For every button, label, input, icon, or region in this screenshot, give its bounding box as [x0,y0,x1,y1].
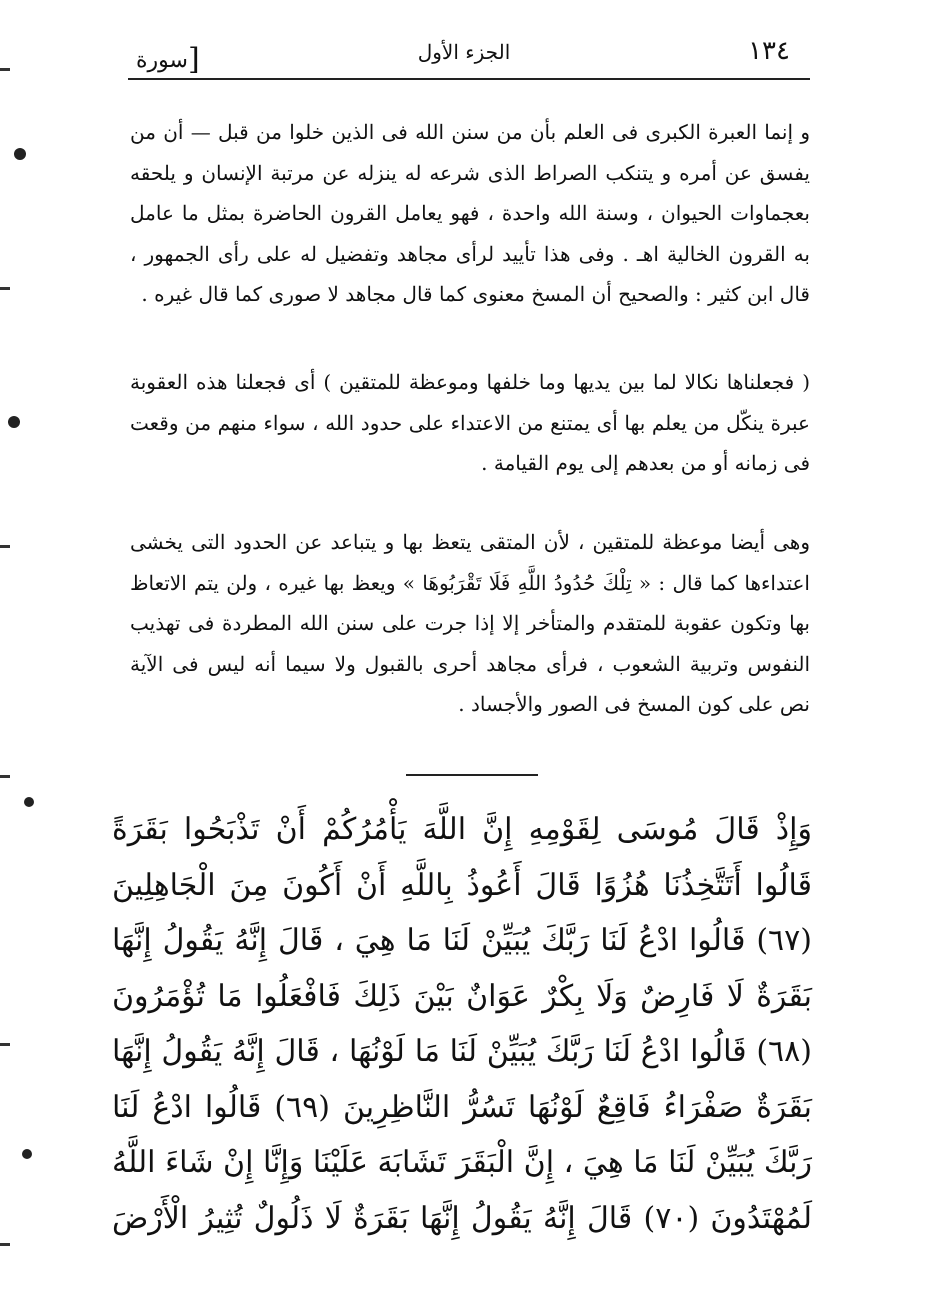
margin-tick [0,68,10,71]
header-rule [128,78,810,80]
quran-verses [112,802,812,1246]
commentary-text-3: وهى أيضا موعظة للمتقين ، لأن المتقى يتعظ بها و يتباعد عن الحدود التى يخشى اعتداءها كما قال : « تِلْكَ حُدُودُ اللَّهِ فَلَا تَقْرَبُوهَا » ويعظ بها غيره ، ولن يتم الاتعاظ بها وتكون عقوبة للمتقدم والمتأخر إلا إذا جرت على سنن الله المطردة فى تهذيب النفوس وتربية الشعوب ، فرأى مجاهد أحرى بالقبول ولا سيما أنه ليس فى الآية نص على كون المسخ فى الصور والأجساد . [130,530,810,716]
scan-spot [24,797,34,807]
margin-tick [0,1243,10,1246]
page-number: ١٣٤ [748,36,790,66]
section-divider [406,774,538,776]
commentary-paragraph-2 [130,362,810,484]
commentary-paragraph-3 [130,522,810,725]
scan-spot [8,416,20,428]
surah-label-text: سورة [136,48,188,73]
part-title: الجزء الأول [417,40,511,64]
scan-spot [22,1149,32,1159]
commentary-text-2: ( فجعلناها نكالا لما بين يديها وما خلفها وموعظة للمتقين ) أى فجعلنا هذه العقوبة عبرة ينكّل من يعلم بها أى يمتنع من الاعتداء على حدود الله ، سواء منهم من وقعت فى زمانه أو من بعدهم إلى يوم القيامة . [130,370,810,475]
scan-spot [14,148,26,160]
bracket: [ [187,42,200,77]
surah-label [136,40,206,75]
verses-text: وَإِذْ قَالَ مُوسَى لِقَوْمِهِ إِنَّ اللَّهَ يَأْمُرُكُمْ أَنْ تَذْبَحُوا بَقَرَةً قَالُوا أَتَتَّخِذُنَا هُزُوًا قَالَ أَعُوذُ بِاللَّهِ أَنْ أَكُونَ مِنَ الْجَاهِلِينَ (٦٧) قَالُوا ادْعُ لَنَا رَبَّكَ يُبَيِّنْ لَنَا مَا هِيَ ، قَالَ إِنَّهُ يَقُولُ إِنَّهَا بَقَرَةٌ لَا فَارِضٌ وَلَا بِكْرٌ عَوَانٌ بَيْنَ ذَلِكَ فَافْعَلُوا مَا تُؤْمَرُونَ (٦٨) قَالُوا ادْعُ لَنَا رَبَّكَ يُبَيِّنْ لَنَا مَا لَوْنُهَا ، قَالَ إِنَّهُ يَقُولُ إِنَّهَا بَقَرَةٌ صَفْرَاءُ فَاقِعٌ لَوْنُهَا تَسُرُّ النَّاظِرِينَ (٦٩) قَالُوا ادْعُ لَنَا رَبَّكَ يُبَيِّنْ لَنَا مَا هِيَ ، إِنَّ الْبَقَرَ تَشَابَهَ عَلَيْنَا وَإِنَّا إِنْ شَاءَ اللَّهُ لَمُهْتَدُونَ (٧٠) قَالَ إِنَّهُ يَقُولُ إِنَّهَا بَقَرَةٌ لَا ذَلُولٌ تُثِيرُ الْأَرْضَ [112,812,813,1236]
commentary-paragraph-1 [130,112,810,315]
margin-tick [0,545,10,548]
page-header [118,30,810,78]
margin-tick [0,775,10,778]
commentary-text-1: و إنما العبرة الكبرى فى العلم بأن من سنن الله فى الذين خلوا من قبل — أن من يفسق عن أمره و يتنكب الصراط الذى شرعه له ينزله عن مرتبة الإنسان و يلحقه بعجماوات الحيوان ، وسنة الله واحدة ، فهو يعامل القرون الحاضرة بمثل ما عامل به القرون الخالية اهـ . وفى هذا تأييد لرأى مجاهد وتفضيل له على رأى الجمهور ، قال ابن كثير : والصحيح أن المسخ معنوى كما قال مجاهد لا صورى كما قال غيره . [130,120,810,306]
margin-tick [0,287,10,290]
margin-tick [0,1043,10,1046]
